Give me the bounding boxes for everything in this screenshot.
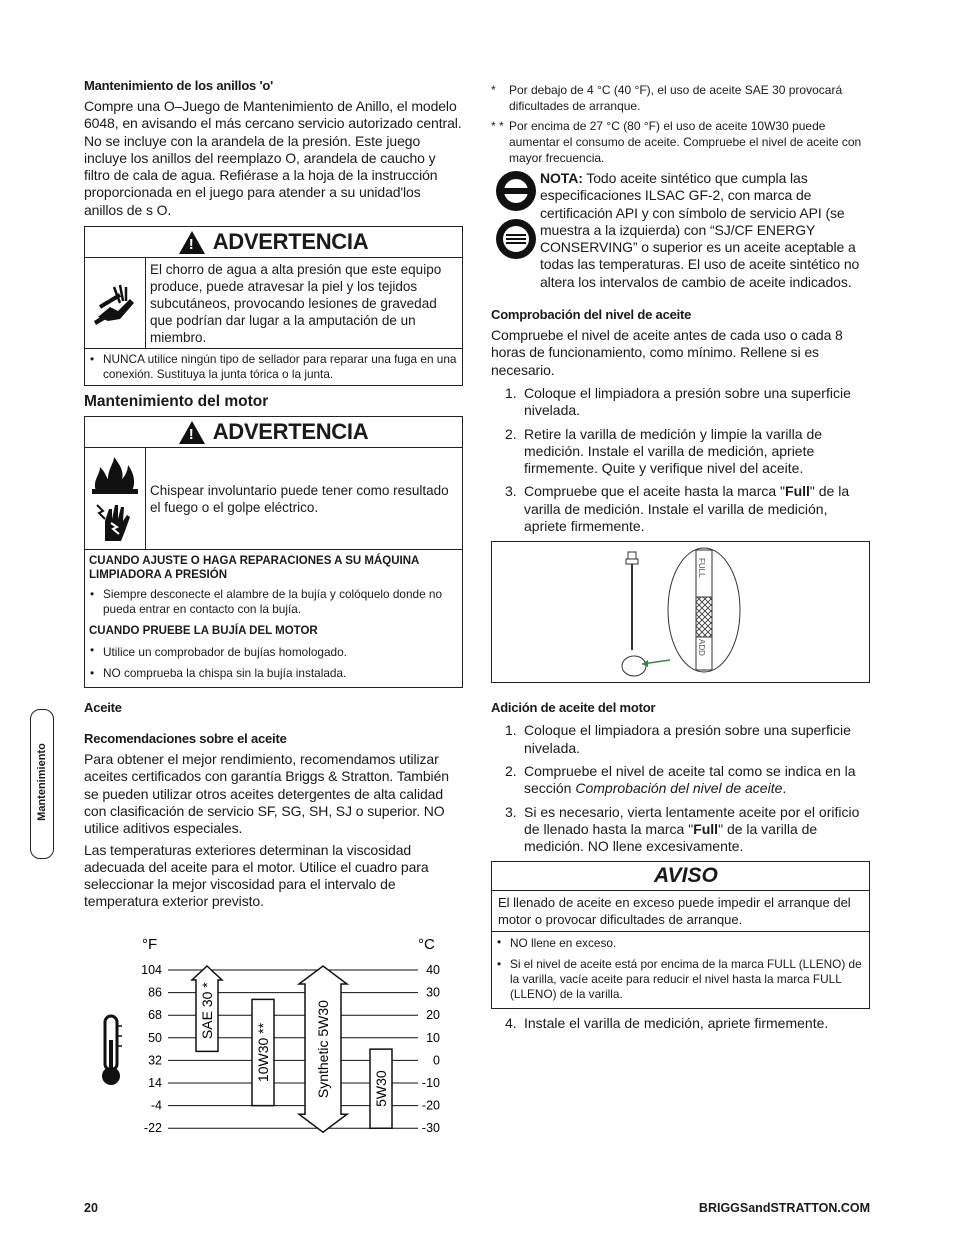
warning-text-span: Chispear involuntario puede tener como resultado el fuego o el golpe eléctrico. — [150, 483, 449, 516]
step-number: 3. — [505, 803, 517, 820]
api-service-symbol-icon — [495, 170, 537, 212]
oil-recommendations-heading: Recomendaciones sobre el aceite — [84, 731, 287, 747]
notice-box — [491, 861, 870, 1009]
fire-shock-icons — [85, 448, 146, 549]
step-text: Compruebe que el aceite hasta la marca " — [524, 483, 786, 500]
warning-bullet: • NUNCA utilice ningún tipo de sellador para reparar una fuga en una conexión. Sustituya la junta tórica o la junta. — [85, 349, 462, 385]
api-symbols — [491, 170, 540, 291]
oil-grade-label: 10W30 ** — [255, 1022, 271, 1083]
note-text — [540, 170, 870, 291]
warning-header — [85, 417, 462, 448]
step-text: Retire la varilla de medición y limpie la varilla de medición. Instale el varilla de medición, apriete firmemente. Quite y verifique nivel del aceite. — [524, 425, 823, 477]
footnote-sae30 — [491, 82, 870, 114]
step-number: 1. — [505, 384, 517, 401]
oil-range-bar — [299, 966, 347, 1132]
notice-bullet: • Si el nivel de aceite está por encima de la marca FULL (LLENO) de la varilla, vacíe aceite para reducir el nivel hasta la marca FULL (LLENO) de la varilla. — [492, 954, 869, 1008]
fahrenheit-tick-label: -4 — [150, 1098, 162, 1113]
oil-grade-label: 5W30 — [373, 1070, 389, 1107]
step-number: 3. — [505, 483, 517, 500]
list-item — [491, 763, 870, 798]
step-number: 2. — [505, 425, 517, 442]
step-number: 4. — [505, 1015, 517, 1032]
check-oil-steps — [491, 385, 870, 535]
celsius-tick-label: 40 — [426, 963, 440, 977]
step-italic: Comprobación del nivel de aceite — [575, 780, 783, 797]
step-bold: Full — [693, 820, 719, 837]
warning-box-high-pressure — [84, 226, 463, 386]
step-number: 1. — [505, 722, 517, 739]
side-tab — [30, 709, 54, 859]
footnote-mark: * * — [491, 119, 504, 133]
notice-bullet: • NO llene en exceso. — [492, 932, 869, 954]
warning-triangle-icon: ! — [179, 421, 205, 444]
fahrenheit-tick-label: 14 — [148, 1076, 162, 1090]
electric-shock-icon — [93, 501, 137, 543]
oil-grade-label: Synthetic 5W30 — [315, 1000, 331, 1099]
side-tab-label: Mantenimiento — [36, 743, 48, 821]
engine-maintenance-heading: Mantenimiento del motor — [84, 393, 269, 411]
fahrenheit-tick-label: 32 — [148, 1053, 162, 1068]
warning-bullet: • Siempre desconecte el alambre de la bujía y colóquelo donde no pueda entrar en contacto con la bujía. — [85, 584, 462, 620]
step-text: Coloque el limpiadora a presión sobre una superficie nivelada. — [524, 384, 851, 419]
oil-heading: Aceite — [84, 700, 122, 716]
page-number: 20 — [84, 1201, 98, 1215]
fahrenheit-tick-label: 68 — [148, 1008, 162, 1023]
fahrenheit-tick-label: -22 — [143, 1121, 162, 1136]
celsius-tick-label: -30 — [421, 1121, 440, 1136]
celsius-tick-label: -20 — [421, 1098, 440, 1113]
warning-row — [85, 258, 462, 349]
celsius-tick-label: 0 — [433, 1053, 440, 1068]
note-body: Todo aceite sintético que cumpla las especificaciones ILSAC GF-2, con marca de certificación API y con símbolo de servicio API (se muestra a la izquierda) con “SJ/CF ENERGY CONSERVING” o superior es un aceite aceptable a todas las temperaturas. El uso de aceite sintético no altera los intervalos de cambio de aceite indicados. — [540, 170, 860, 290]
list-item — [491, 722, 870, 757]
check-oil-heading: Comprobación del nivel de aceite — [491, 307, 692, 323]
o-rings-heading: Mantenimiento de los anillos 'o' — [84, 78, 274, 93]
thermometer-icon — [102, 1016, 122, 1085]
api-certification-mark-icon — [495, 218, 537, 260]
warning-subheading-repair: CUANDO AJUSTE O HAGA REPARACIONES A SU MÁQUINA LIMPIADORA A PRESIÓN — [89, 555, 419, 582]
warning-row — [85, 448, 462, 550]
dipstick-figure — [491, 541, 870, 683]
website-url: BRIGGSandSTRATTON.COM — [698, 1201, 870, 1215]
celsius-tick-label: 20 — [426, 1008, 440, 1023]
fahrenheit-unit: °F — [142, 936, 158, 953]
oil-grade-label: SAE 30 * — [199, 982, 215, 1040]
oil-range-bar — [192, 966, 222, 1051]
o-rings-text: Compre una O–Juego de Mantenimiento de Anillo, el modelo 6048, en avisando el más cercano servicio autorizado central. No se incluye con la arandela de la presión. Este juego incluye los anillos del reemplazo O, arandela de caucho y filtro de cala de agua. Refiérase a la hoja de la instrucción proporcionada en el juego para atender a su unidad'los anillos de s O. — [84, 98, 462, 218]
oil-paragraph-1: Para obtener el mejor rendimiento, recomendamos utilizar aceites certificados con garantía Briggs & Stratton. También se pueden utilizar otros aceites detergentes de alta calidad con clasificación de servicio SF, SG, SH, SJ o superior. NO utilice aditivos especiales. — [84, 751, 449, 837]
warning-header — [85, 227, 462, 258]
dipstick-add-label: ADD — [697, 639, 706, 657]
oil-paragraph-2: Las temperaturas exteriores determinan la viscosidad adecuada del aceite para el motor. Utilice el cuadro para seleccionar la mejor viscosidad para el intervalo de temperatura exterior previsto. — [84, 841, 429, 910]
step-text: Coloque el limpiadora a presión sobre una superficie nivelada. — [524, 722, 851, 756]
notice-text: El llenado de aceite en exceso puede impedir el arranque del motor o provocar dificultades de arranque. — [492, 891, 869, 932]
celsius-tick-label: 30 — [426, 985, 440, 1000]
step-text: Si es necesario, vierta lentamente aceite por el orificio de llenado hasta la marca " — [524, 803, 860, 837]
synthetic-oil-note — [491, 170, 870, 291]
list-item — [491, 1015, 870, 1032]
fahrenheit-tick-label: 50 — [148, 1030, 162, 1045]
add-oil-steps — [491, 722, 870, 855]
fire-icon — [90, 455, 140, 495]
step-text: . — [782, 780, 787, 797]
warning-title: ADVERTENCIA — [212, 229, 369, 255]
footnote-10w30 — [491, 118, 870, 166]
injection-hazard-icon — [85, 258, 146, 348]
footnote-text: Por encima de 27 °C (80 °F) el uso de aceite 10W30 puede aumentar el consumo de aceite. Compruebe el nivel de aceite con mayor frecuencia. — [509, 119, 862, 165]
warning-text — [146, 448, 462, 549]
warning-bullet: • NO comprueba la chispa sin la bujía instalada. — [85, 663, 462, 687]
fahrenheit-tick-label: 86 — [148, 985, 162, 1000]
oil-range-bar — [370, 1049, 392, 1128]
celsius-unit: °C — [418, 936, 435, 953]
list-item — [491, 804, 870, 856]
warning-box-spark — [84, 416, 463, 688]
left-column — [84, 78, 463, 915]
step-number: 2. — [505, 762, 517, 779]
note-label: NOTA: — [540, 170, 583, 186]
warning-subheading-spark-test: CUANDO PRUEBE LA BUJÍA DEL MOTOR — [89, 625, 318, 638]
fahrenheit-tick-label: 104 — [141, 963, 162, 977]
warning-text: El chorro de agua a alta presión que este equipo produce, puede atravesar la piel y los tejidos subcutáneos, provocando lesiones de gravedad que podrían dar lugar a la amputación de un miembro. — [150, 262, 442, 346]
dipstick-illustration — [492, 542, 868, 682]
warning-title: ADVERTENCIA — [212, 419, 369, 445]
oil-viscosity-chart — [100, 930, 460, 1145]
list-item — [491, 483, 870, 535]
step-text: " de la varilla de medición. Instale el varilla de medición, apriete firmemente. — [524, 483, 850, 535]
step-text: Compruebe el nivel de aceite tal como se indica en la sección — [524, 762, 856, 797]
add-oil-heading: Adición de aceite del motor — [491, 700, 656, 716]
step-bold: Full — [785, 483, 810, 500]
final-step — [491, 1015, 870, 1032]
dipstick-full-label: FULL — [697, 558, 706, 578]
list-item — [491, 385, 870, 420]
celsius-tick-label: -10 — [421, 1076, 440, 1090]
warning-triangle-icon: ! — [179, 231, 205, 254]
footnote-mark: * — [491, 83, 496, 97]
step-text: " de la varilla de medición. NO llene excesivamente. — [524, 820, 818, 855]
footnote-text: Por debajo de 4 °C (40 °F), el uso de aceite SAE 30 provocará dificultades de arranque. — [509, 83, 843, 113]
step-text: Instale el varilla de medición, apriete firmemente. — [524, 1015, 829, 1032]
notice-title: AVISO — [492, 862, 869, 891]
check-oil-text: Compruebe el nivel de aceite antes de cada uso o cada 8 horas de funcionamiento, como mínimo. Rellene si es necesario. — [491, 327, 843, 378]
list-item — [491, 426, 870, 478]
warning-bullet: • Utilice un comprobador de bujías homologado. — [85, 640, 462, 663]
right-column — [491, 82, 870, 1039]
celsius-tick-label: 10 — [426, 1030, 440, 1045]
oil-range-bar — [252, 999, 274, 1105]
